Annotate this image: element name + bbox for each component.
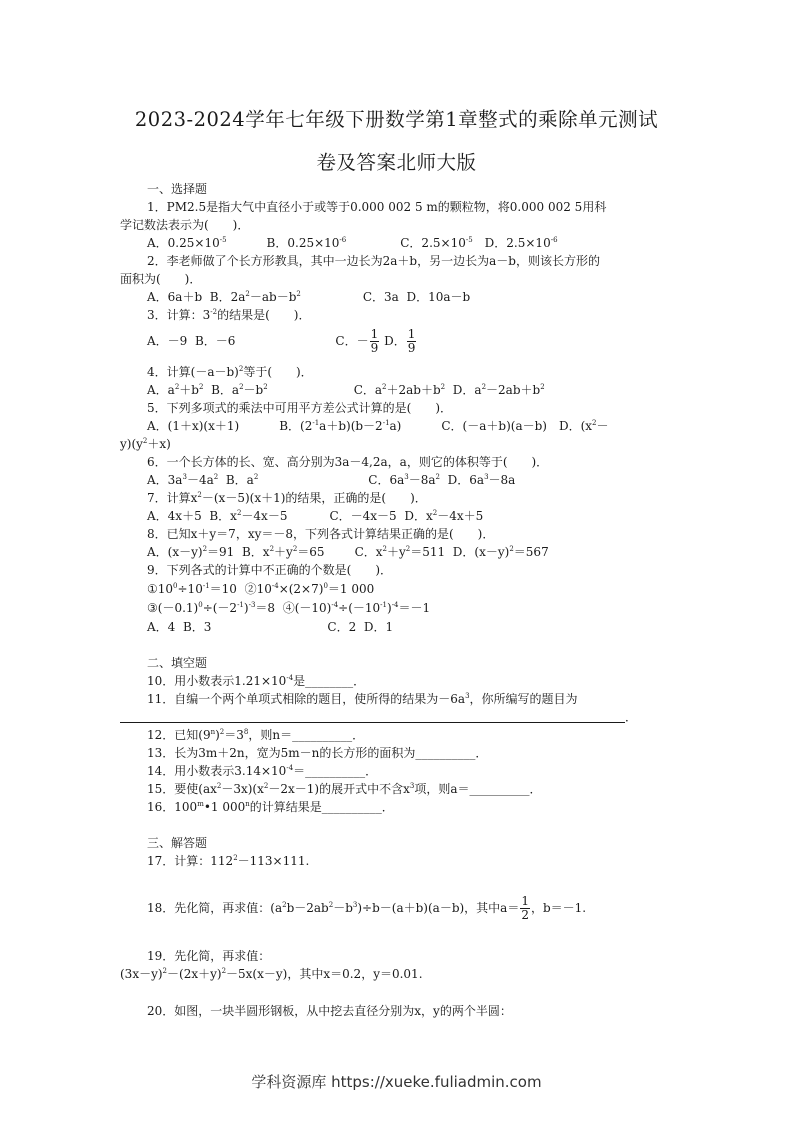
section-choice-heading: 一、选择题 — [147, 182, 208, 196]
q5-stem: 5．下列多项式的乘法中可用平方差公式计算的是( )． — [147, 401, 453, 415]
q18: 18．先化简，再求值：$(a^2b-2ab^2-b^3)\div b-(a+b)(a-b)$，其中a＝ $\frac{1}{2}$ ，b＝－1. — [147, 894, 587, 922]
section-answer-heading: 三、解答题 — [147, 836, 208, 850]
q11-line-1: 11．自编一个两个单项式相除的题目，使所得的结果为$-6a^3$，你所编写的题目为 — [147, 692, 578, 706]
q1-options: A．$0.25\times 10^{-5}$ B．$0.25\times 10^{-6}$ C．$2.5\times 10^{-5}$ D．$2.5\times 10^{-6}$ — [147, 236, 558, 250]
q11-line-2: ． — [120, 708, 680, 726]
q3-fraction-d: $\frac{1}{9}$ — [407, 327, 416, 355]
q9-options: A．4 B．3 C．2 D．1 — [147, 620, 394, 634]
q9-statements-2: $③(-0.1)^0\div(-2^{-1})^{-3}=8$ $④(-10)^{-4}\div(-10^{-1})^{-4}=-1$ — [147, 601, 431, 615]
q5-options: A．(1＋x)(x＋1) B．$(2^{-1}a+b)(b-2^{-1}a)$ C．(－a＋b)(a－b) D．($x^2-$ — [147, 419, 609, 433]
q6-stem: 6．一个长方体的长、宽、高分别为3a－4,2a，a，则它的体积等于( )． — [147, 455, 549, 469]
q20: 20．如图，一块半圆形钢板，从中挖去直径分别为x，y的两个半圆： — [147, 1004, 512, 1018]
q8-stem: 8．已知x＋y＝7，xy＝－8，下列各式计算结果正确的是( )． — [147, 527, 495, 541]
q1-line-1: 1．PM2.5是指大气中直径小于或等于0.000 002 5 m的颗粒物，将0.000 002 5用科 — [147, 200, 607, 214]
title-line-1: 2023-2024学年七年级下册数学第1章整式的乘除单元测试 — [134, 108, 659, 131]
q6-options: A．$3a^3-4a^2$ B．$a^2$ C．$6a^3-8a^2$ D．$6a^3-8a$ — [147, 473, 516, 487]
title-line-2: 卷及答案北师大版 — [316, 151, 477, 174]
q4-stem: 4．计算$(-a-b)^2$等于( )． — [147, 365, 313, 379]
q2-line-2: 面积为( )． — [120, 272, 202, 286]
q2-options: A．6a＋b B．$2a^2-ab-b^2$ C．3a D．10a－b — [147, 290, 471, 304]
q12: 12．已知$(9^n)^2=3^8$，则n＝__________． — [147, 728, 365, 742]
q18-fraction-half: $\frac{1}{2}$ — [521, 894, 529, 922]
q17: 17．计算：$112^2-113\times 111$. — [147, 854, 310, 868]
q9-statements-1: $①10^0\div 10^{-1}=10$ $②10^{-4}\times(2\times 7)^0=1$ 000 — [147, 582, 375, 596]
q19-line-1: 19．先化简，再求值： — [147, 949, 271, 963]
q19-line-2: $(3x-y)^2-(2x+y)^2-5x(x-y)$，其中x＝0.2，y＝0.01. — [120, 967, 423, 981]
q4-options: A．$a^2+b^2$ B．$a^2-b^2$ C．$a^2+2ab+b^2$ D．$a^2-2ab+b^2$ — [147, 383, 545, 397]
section-fill-heading: 二、填空题 — [147, 656, 208, 670]
q9-stem: 9．下列各式的计算中不正确的个数是( )． — [147, 563, 392, 577]
q10: 10．用小数表示$1.21\times 10^{-4}$是________． — [147, 674, 366, 688]
q7-stem: 7．计算$x^2-(x-5)(x+1)$的结果，正确的是( )． — [147, 491, 427, 505]
q13: 13．长为3m＋2n，宽为5m－n的长方形的面积为__________． — [147, 746, 488, 760]
q14: 14．用小数表示$3.14\times 10^{-4}=\_\_\_\_\_\_\_\_\_\_$． — [147, 764, 378, 778]
q1-line-2: 学记数法表示为( )． — [120, 218, 250, 232]
q7-options: A．4x＋5 B．$x^2-4x-5$ C．－4x－5 D．$x^2-4x+5$ — [147, 509, 484, 523]
q2-line-1: 2．李老师做了个长方形教具，其中一边长为2a＋b，另一边长为a－b，则该长方形的 — [147, 254, 600, 268]
q8-options: A．$(x-y)^2=91$ B．$x^2+y^2=65$ C．$x^2+y^2=511$ D．$(x-y)^2=567$ — [147, 545, 549, 559]
q3-options: A．－9 B．－6 C．－ $\frac{1}{9}$ D． $\frac{1}{9}$ — [147, 327, 416, 355]
footer-watermark: 学科资源库 https://xueke.fuliadmin.com — [251, 1073, 542, 1091]
q5-options-cont: $y)(y^2+x)$ — [120, 437, 171, 451]
q15: 15．要使$(ax^2-3x)(x^2-2x-1)$的展开式中不含$x^3$项，则a＝__________． — [147, 782, 542, 796]
q3-fraction-c: $\frac{1}{9}$ — [370, 327, 379, 355]
q3-stem: 3．计算：$3^{-2}$的结果是( )． — [147, 308, 311, 322]
q16: 16．100$^m$•1 000$^n$的计算结果是__________． — [147, 800, 394, 814]
q11-answer-blank — [120, 709, 625, 723]
